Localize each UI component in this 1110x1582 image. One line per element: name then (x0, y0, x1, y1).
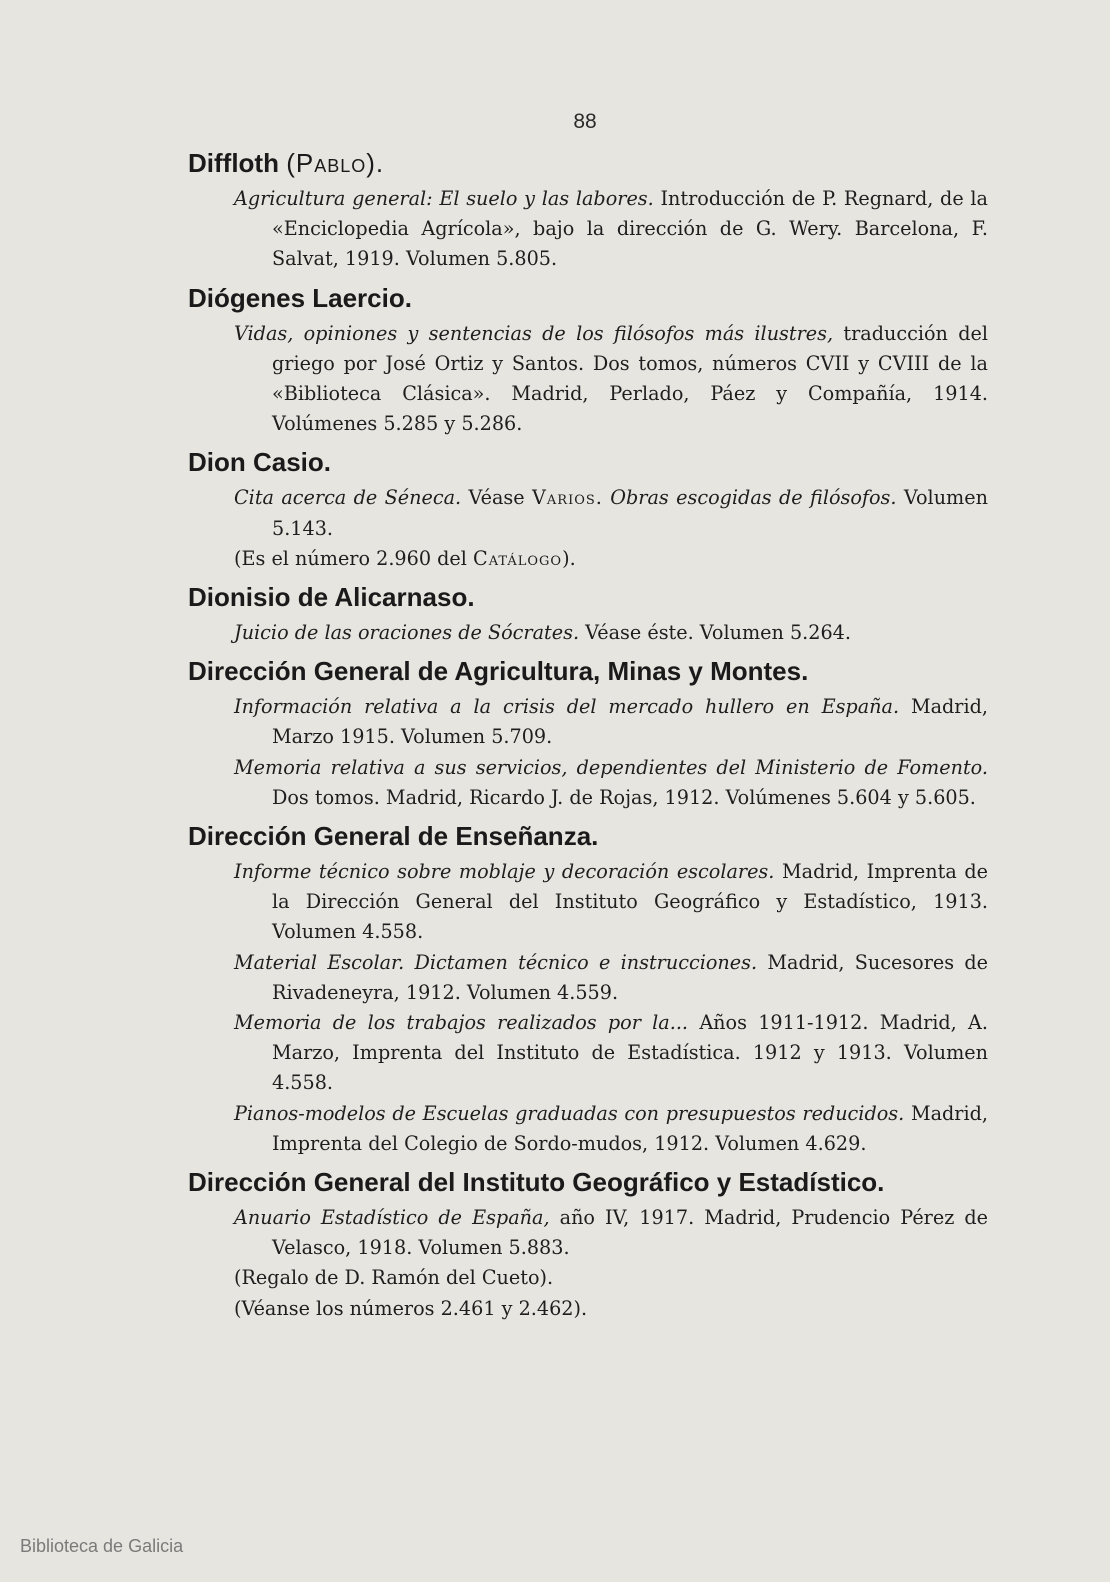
entry-note (188, 544, 988, 574)
watermark-credit: Biblioteca de Galicia (20, 1536, 184, 1556)
work-record (188, 857, 988, 948)
catalog-entry (188, 1165, 988, 1324)
work-record (188, 184, 988, 275)
work-record (188, 948, 988, 1008)
heading-surname: Diffloth (188, 148, 279, 178)
work-title: Vidas, opiniones y sentencias de los filósofos más ilustres, (234, 321, 834, 345)
catalog-entries (188, 146, 988, 1330)
entry-note: (Regalo de D. Ramón del Cueto). (234, 1266, 554, 1290)
work-record (188, 319, 988, 440)
work-record (188, 1203, 988, 1263)
work-title: Anuario Estadístico de España, (234, 1206, 550, 1230)
work-title: Memoria relativa a sus servicios, dependientes del Ministerio de Fomento. (234, 755, 988, 779)
work-title: Memoria de los trabajos realizados por la... (234, 1011, 689, 1035)
entry-heading: Dirección General de Agricultura, Minas y Montes. (188, 656, 809, 687)
work-details: Años 1911-1912. Madrid, A. Marzo, Imprenta del Instituto de Estadística. 1912 y 1913. Volumen 4.558. (272, 1011, 988, 1095)
work-details: año IV, 1917. Madrid, Prudencio Pérez de Velasco, 1918. Volumen 5.883. (272, 1206, 988, 1260)
work-details: Volumen 5.143. (272, 486, 988, 540)
entry-heading: Dionisio de Alicarnaso. (188, 582, 475, 613)
catalog-entry (188, 654, 988, 813)
work-details: Introducción de P. Regnard, de la «Enciclopedia Agrícola», bajo la dirección de G. Wery. Barcelona, F. Salvat, 1919. Volumen 5.805. (272, 187, 988, 271)
work-title: Pianos-modelos de Escuelas graduadas con presupuestos reducidos. (234, 1101, 905, 1125)
work-record (188, 753, 988, 813)
work-title: Material Escolar. Dictamen técnico e instrucciones. (234, 950, 758, 974)
work-title: Informe técnico sobre moblaje y decoración escolares. (234, 860, 775, 884)
work-title-secondary: Obras escogidas de filósofos. (610, 486, 897, 510)
work-details: Madrid, Sucesores de Rivadeneyra, 1912. Volumen 4.559. (272, 950, 989, 1004)
see-reference: Véase (468, 486, 525, 510)
entry-note: (Véanse los números 2.461 y 2.462). (234, 1296, 588, 1320)
catalog-entry (188, 580, 988, 648)
catalog-entry (188, 146, 988, 275)
work-record (188, 618, 988, 648)
work-title: Información relativa a la crisis del mercado hullero en España. (234, 695, 900, 719)
work-record (188, 483, 988, 543)
work-title: Juicio de las oraciones de Sócrates. (234, 621, 580, 645)
work-details: Véase éste. Volumen 5.264. (585, 621, 851, 645)
work-record (188, 1099, 988, 1159)
catalog-entry (188, 281, 988, 440)
work-record (188, 692, 988, 752)
work-details: Madrid, Imprenta de la Dirección General del Instituto Geográfico y Estadístico, 1913. Volumen 4.558. (272, 860, 988, 944)
entry-heading: Dion Casio. (188, 447, 332, 478)
work-details: Madrid, Imprenta del Colegio de Sordo-mudos, 1912. Volumen 4.629. (272, 1101, 988, 1155)
page-number: 88 (573, 110, 597, 133)
entry-heading: Dirección General del Instituto Geográfico y Estadístico. (188, 1167, 885, 1198)
work-title: Cita acerca de Séneca. (234, 486, 462, 510)
heading-given-name: (Pablo). (286, 148, 385, 178)
note-text: (Es el número 2.960 del (234, 546, 467, 570)
entry-heading (188, 146, 988, 180)
work-record (188, 1008, 988, 1099)
work-details: traducción del griego por José Ortiz y Santos. Dos tomos, números CVII y CVIII de la «Biblioteca Clásica». Madrid, Perlado, Páez y Compañía, 1914. Volúmenes 5.285 y 5.286. (272, 321, 988, 436)
catalog-entry (188, 445, 988, 574)
entry-heading: Diógenes Laercio. (188, 282, 412, 313)
catalog-entry (188, 819, 988, 1159)
note-close: ). (562, 546, 576, 570)
work-title: Agricultura general: El suelo y las labores. (234, 187, 654, 210)
entry-heading: Dirección General de Enseñanza. (188, 821, 599, 852)
work-details: Dos tomos. Madrid, Ricardo J. de Rojas, 1912. Volúmenes 5.604 y 5.605. (272, 785, 976, 809)
work-details: Madrid, Marzo 1915. Volumen 5.709. (272, 695, 988, 749)
see-reference-target: Varios. (532, 486, 603, 510)
note-catalog-reference: Catálogo (473, 546, 563, 570)
